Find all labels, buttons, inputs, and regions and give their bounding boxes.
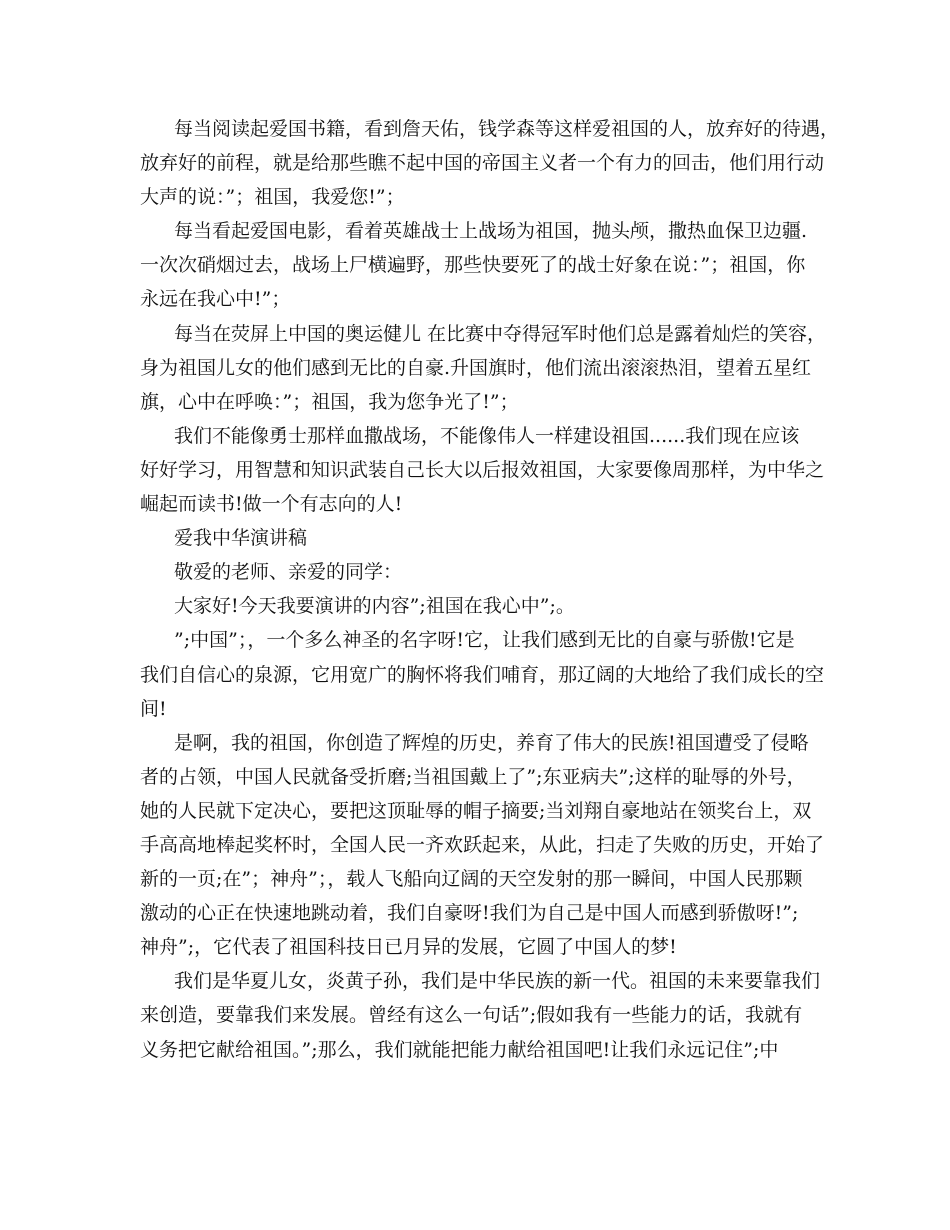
paragraph bbox=[140, 555, 832, 589]
text-line: 者的占领，中国人民就备受折磨;当祖国戴上了”;东亚病夫”;这样的耻辱的外号， bbox=[140, 765, 806, 788]
text-line: 每当看起爱国电影，看着英雄战士上战场为祖国，抛头颅，撒热血保卫边疆. bbox=[174, 220, 808, 243]
text-line: 大声的说：”；祖国，我爱您!”； bbox=[140, 186, 405, 209]
text-line: 每当在荧屏上中国的奥运健儿 在比赛中夺得冠军时他们总是露着灿烂的笑容， bbox=[174, 322, 827, 345]
text-line: 义务把它献给祖国。”;那么，我们就能把能力献给祖国吧!让我们永远记住”;中 bbox=[140, 1038, 779, 1061]
text-line: 我们不能像勇士那样血撒战场，不能像伟人一样建设祖国......我们现在应该 bbox=[174, 424, 800, 447]
paragraph bbox=[140, 964, 832, 1066]
text-line: 新的一页;在”；神舟”；，载人飞船向辽阔的天空发射的那一瞬间，中国人民那颗 bbox=[140, 868, 803, 891]
paragraph bbox=[140, 521, 832, 555]
paragraph bbox=[140, 623, 832, 725]
text-line: 间! bbox=[140, 697, 167, 720]
text-line: 我们是华夏儿女，炎黄子孙，我们是中华民族的新一代。祖国的未来要靠我们 bbox=[174, 970, 821, 993]
text-line: 每当阅读起爱国书籍，看到詹天佑，钱学森等这样爱祖国的人，放弃好的待遇， bbox=[174, 118, 840, 140]
paragraph bbox=[140, 726, 832, 965]
text-line: 敬爱的老师、亲爱的同学： bbox=[174, 561, 403, 584]
text-line: 旗，心中在呼唤：”；祖国，我为您争光了!”； bbox=[140, 390, 519, 413]
text-line: 好好学习，用智慧和知识武装自己长大以后报效祖国，大家要像周那样，为中华之 bbox=[140, 458, 825, 481]
document-body bbox=[140, 112, 840, 1067]
text-line: 大家好!今天我要演讲的内容”;祖国在我心中”;。 bbox=[174, 595, 575, 618]
paragraph bbox=[140, 419, 832, 521]
text-line: 手高高地棒起奖杯时，全国人民一齐欢跃起来，从此，扫走了失败的历史，开始了 bbox=[140, 833, 825, 856]
text-line: 爱我中华演讲稿 bbox=[174, 527, 308, 550]
text-line: 我们自信心的泉源，它用宽广的胸怀将我们哺育，那辽阔的大地给了我们成长的空 bbox=[140, 663, 825, 686]
text-line: ”;中国”；，一个多么神圣的名字呀!它，让我们感到无比的自豪与骄傲!它是 bbox=[174, 629, 795, 652]
text-line: 来创造，要靠我们来发展。曾经有这么一句话”;假如我有一些能力的话，我就有 bbox=[140, 1004, 803, 1027]
text-line: 是啊，我的祖国，你创造了辉煌的历史，养育了伟大的民族!祖国遭受了侵略 bbox=[174, 731, 809, 754]
text-line: 永远在我心中!”； bbox=[140, 288, 291, 311]
text-line: 激动的心正在快速地跳动着，我们自豪呀!我们为自己是中国人而感到骄傲呀!”; bbox=[140, 902, 799, 925]
paragraph bbox=[140, 214, 832, 316]
text-line: 崛起而读书!做一个有志向的人! bbox=[140, 493, 403, 516]
paragraph bbox=[140, 112, 840, 214]
text-line: 身为祖国儿女的他们感到无比的自豪.升国旗时，他们流出滚滚热泪，望着五星红 bbox=[140, 356, 812, 379]
text-line: 一次次硝烟过去，战场上尸横遍野，那些快要死了的战士好象在说：”；祖国，你 bbox=[140, 254, 806, 277]
text-line: 放弃好的前程，就是给那些瞧不起中国的帝国主义者一个有力的回击，他们用行动 bbox=[140, 152, 825, 175]
paragraph bbox=[140, 589, 832, 623]
paragraph bbox=[140, 317, 832, 419]
text-line: 她的人民就下定决心，要把这顶耻辱的帽子摘要;当刘翔自豪地站在领奖台上，双 bbox=[140, 799, 812, 822]
text-line: 神舟”;，它代表了祖国科技日已月异的发展，它圆了中国人的梦! bbox=[140, 936, 677, 959]
